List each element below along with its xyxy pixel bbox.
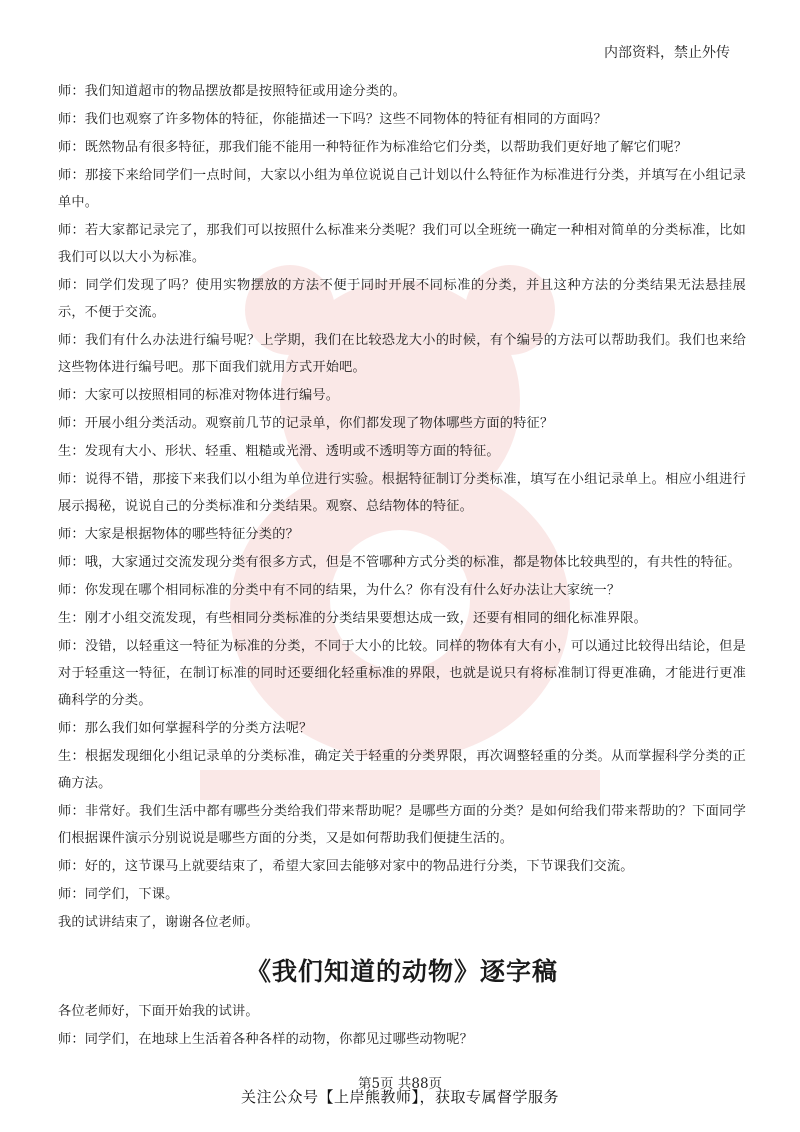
dialogue-line: 师：我们也观察了许多物体的特征，你能描述一下吗？这些不同物体的特征有相同的方面吗？ xyxy=(58,112,607,127)
dialogue-line: 师：我们知道超市的物品摆放都是按照特征或用途分类的。 xyxy=(58,84,407,99)
dialogue-line: 师：大家是根据物体的哪些特征分类的？ xyxy=(58,527,299,542)
dialogue-line: 师：同学们，在地球上生活着各种各样的动物，你都见过哪些动物呢？ xyxy=(58,1032,474,1047)
page-number: 第5页 共88页 xyxy=(357,1076,443,1092)
dialogue-line: 师：同学们，下课。 xyxy=(58,887,179,902)
dialogue-line: 师：哦，大家通过交流发现分类有很多方式，但是不管哪种方式分类的标准，都是物体比较典型的，有共性的特征。 xyxy=(58,555,741,570)
footer-promo: 关注公众号【上岸熊教师】，获取专属督学服务 xyxy=(240,1088,559,1106)
dialogue-line: 生：刚才小组交流发现，有些相同分类标准的分类结果要想达成一致，还要有相同的细化标准界限。 xyxy=(58,611,648,626)
dialogue-line: 生：发现有大小、形状、轻重、粗糙或光滑、透明或不透明等方面的特征。 xyxy=(58,444,500,459)
dialogue-line: 生：根据发现细化小组记录单的分类标准，确定关于轻重的分类界限，再次调整轻重的分类。从而掌握科学分类的正确方法。 xyxy=(58,749,746,791)
confidential-notice: 内部资料，禁止外传 xyxy=(604,45,730,61)
dialogue-line: 师：那接下来给同学们一点时间，大家以小组为单位说说自己计划以什么特征作为标准进行分类，并填写在小组记录单中。 xyxy=(58,168,746,210)
dialogue-line: 师：非常好。我们生活中都有哪些分类给我们带来帮助呢？是哪些方面的分类？是如何给我们带来帮助的？下面同学们根据课件演示分别说说是哪些方面的分类，又是如何帮助我们便捷生活的。 xyxy=(58,804,746,846)
dialogue-line: 师：那么我们如何掌握科学的分类方法呢？ xyxy=(58,721,313,736)
dialogue-line: 师：开展小组分类活动。观察前几节的记录单，你们都发现了物体哪些方面的特征？ xyxy=(58,416,554,431)
dialogue-line: 师：若大家都记录完了，那我们可以按照什么标准来分类呢？我们可以全班统一确定一种相对简单的分类标准，比如我们可以以大小为标准。 xyxy=(58,223,746,265)
dialogue-line: 师：大家可以按照相同的标准对物体进行编号。 xyxy=(58,388,340,403)
document-body xyxy=(58,78,746,1054)
dialogue-line: 师：你发现在哪个相同标准的分类中有不同的结果，为什么？你有没有什么好办法让大家统一？ xyxy=(58,583,621,598)
dialogue-line: 师：没错，以轻重这一特征为标准的分类，不同于大小的比较。同样的物体有大有小，可以通过比较得出结论，但是对于轻重这一特征，在制订标准的同时还要细化轻重标准的界限，也就是说只有将标准制订得更准确，才能进行更准确科学的分类。 xyxy=(58,639,746,708)
dialogue-line: 师：同学们发现了吗？使用实物摆放的方法不便于同时开展不同标准的分类，并且这种方法的分类结果无法悬挂展示，不便于交流。 xyxy=(58,278,746,320)
closing-line: 我的试讲结束了，谢谢各位老师。 xyxy=(58,915,259,930)
dialogue-line: 各位老师好，下面开始我的试讲。 xyxy=(58,1004,259,1019)
dialogue-line: 师：好的，这节课马上就要结束了，希望大家回去能够对家中的物品进行分类，下节课我们交流。 xyxy=(58,859,634,874)
section-title: 《我们知道的动物》逐字稿 xyxy=(245,957,558,986)
dialogue-line: 师：说得不错，那接下来我们以小组为单位进行实验。根据特征制订分类标准，填写在小组记录单上。相应小组进行展示揭秘，说说自己的分类标准和分类结果。观察、总结物体的特征。 xyxy=(58,472,746,514)
dialogue-line: 师：既然物品有很多特征，那我们能不能用一种特征作为标准给它们分类，以帮助我们更好地了解它们呢？ xyxy=(58,140,688,155)
dialogue-line: 师：我们有什么办法进行编号呢？上学期，我们在比较恐龙大小的时候，有个编号的方法可以帮助我们。我们也来给这些物体进行编号吧。那下面我们就用方式开始吧。 xyxy=(58,333,746,375)
